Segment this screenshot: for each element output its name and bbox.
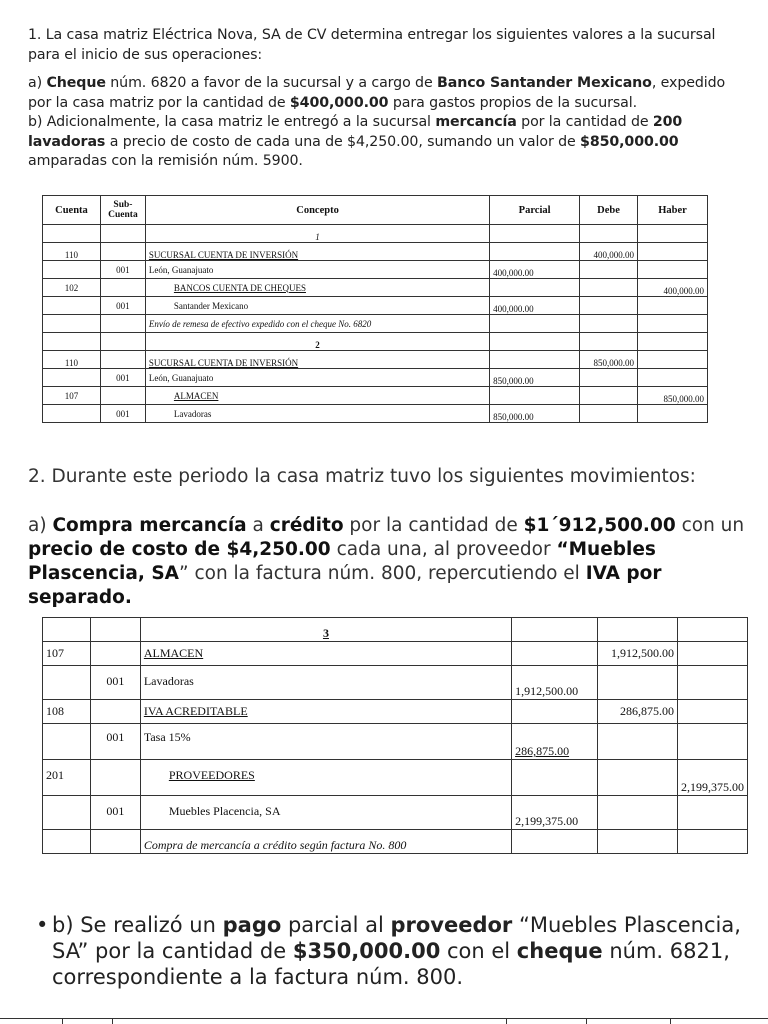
problem-1-text — [28, 26, 748, 172]
header-concepto: Concepto — [145, 196, 489, 225]
table-row: 110 SUCURSAL CUENTA DE INVERSIÓN 400,000.00 — [43, 243, 708, 261]
table-row: 001 León, Guanajuato 400,000.00 — [43, 261, 708, 279]
table-row: 3 — [43, 618, 748, 642]
table-row: 107 ALMACEN 850,000.00 — [43, 387, 708, 405]
table-row: 001 Tasa 15% 286,875.00 — [43, 724, 748, 760]
table-row: 108 IVA ACREDITABLE 286,875.00 — [43, 700, 748, 724]
table-row: 1 — [43, 225, 708, 243]
table-row: 001 Santander Mexicano 400,000.00 — [43, 297, 708, 315]
table-row: 107 ALMACEN 1,912,500.00 — [43, 642, 748, 666]
bullet-icon: • — [36, 913, 49, 937]
header-cuenta: Cuenta — [43, 196, 101, 225]
table-row: 001 Lavadoras 850,000.00 — [43, 405, 708, 423]
table-row: 2 — [43, 333, 708, 351]
problem-1-intro: 1. La casa matriz Eléctrica Nova, SA de CV determina entregar los siguientes valores a la sucursal para el inicio de sus operaciones: — [28, 27, 716, 63]
section-2-item-b: • b) Se realizó un pago parcial al proveedor “Muebles Plascencia, SA” por la cantidad de $350,000.00 con el cheque núm. 6821, correspondiente a la factura núm. 800. — [36, 913, 741, 989]
table-top-border — [0, 1018, 768, 1019]
section-2-item-a: a) Compra mercancía a crédito por la cantidad de $1´912,500.00 con un precio de costo de $4,250.00 cada una, al proveedor “Muebles Plascencia, SA” con la factura núm. 800, repercutiendo el IVA por separado. — [28, 515, 745, 608]
table-row: 110 SUCURSAL CUENTA DE INVERSIÓN 850,000.00 — [43, 351, 708, 369]
table-row: 102 BANCOS CUENTA DE CHEQUES 400,000.00 — [43, 279, 708, 297]
journal-table-2 — [42, 617, 748, 854]
table-row: 001 Muebles Placencia, SA 2,199,375.00 — [43, 796, 748, 830]
section-2-heading: 2. Durante este periodo la casa matriz tuvo los siguientes movimientos: — [28, 466, 696, 487]
journal-table-1 — [42, 195, 708, 423]
header-haber: Haber — [638, 196, 708, 225]
header-debe: Debe — [580, 196, 638, 225]
header-parcial: Parcial — [490, 196, 580, 225]
table-header-row — [43, 196, 708, 225]
problem-1-item-b: b) Adicionalmente, la casa matriz le entregó a la sucursal mercancía por la cantidad de 200 lavadoras a precio de costo de cada una de $4,250.00, sumando un valor de $850,000.00 amparadas con la remisión núm. 5900. — [28, 114, 683, 169]
problem-1-item-a: a) Cheque núm. 6820 a favor de la sucursal y a cargo de Banco Santander Mexicano, expedido por la casa matriz por la cantidad de $400,000.00 para gastos propios de la sucursal. — [28, 75, 726, 111]
table-row: Envío de remesa de efectivo expedido con el cheque No. 6820 — [43, 315, 708, 333]
table-row: 001 León, Guanajuato 850,000.00 — [43, 369, 708, 387]
table-row: 001 Lavadoras 1,912,500.00 — [43, 666, 748, 700]
table-row: Compra de mercancía a crédito según factura No. 800 — [43, 830, 748, 854]
header-subcuenta: Sub-Cuenta — [100, 196, 145, 225]
table-row: 201 PROVEEDORES 2,199,375.00 — [43, 760, 748, 796]
